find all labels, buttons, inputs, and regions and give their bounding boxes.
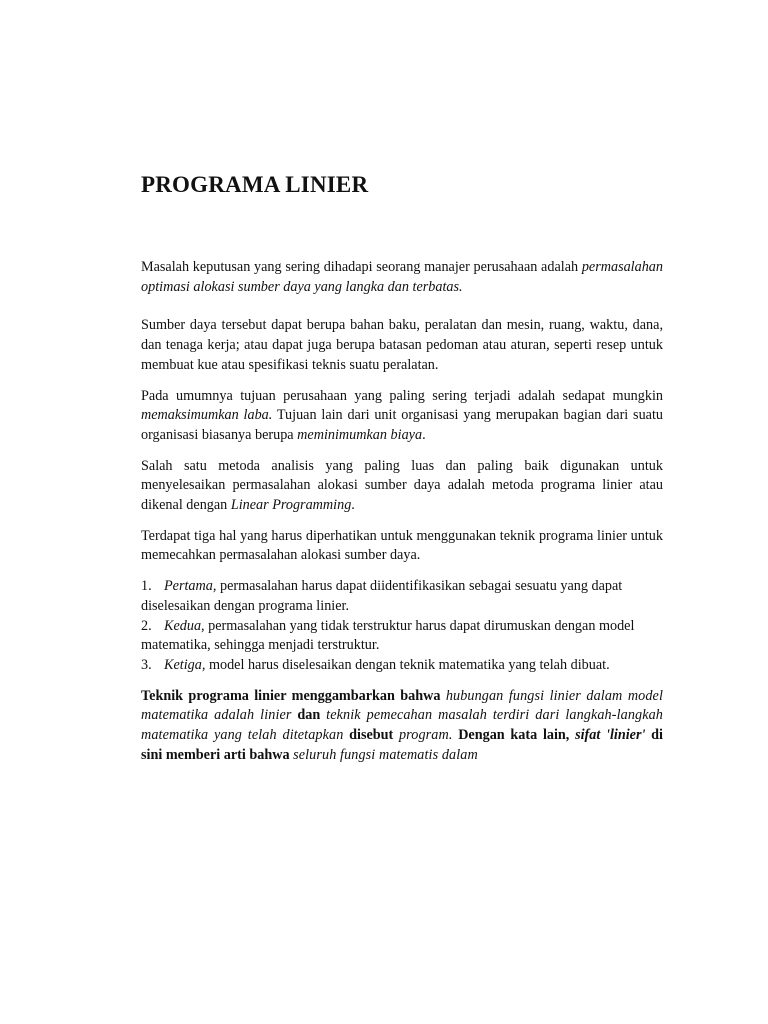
page-title: PROGRAMA LINIER bbox=[141, 172, 369, 197]
list-item-text: permasalahan harus dapat diidentifikasikan sebagai sesuatu yang dapat diselesaikan dengan programa linier. bbox=[141, 578, 623, 614]
paragraph-3 bbox=[141, 387, 663, 446]
paragraph-4-emphasis: Linear Programming bbox=[230, 497, 352, 514]
paragraph-last-text-e: di sini memberi arti bahwa bbox=[141, 727, 663, 763]
paragraph-4 bbox=[141, 457, 663, 516]
numbered-list bbox=[141, 577, 663, 676]
paragraph-3-text-a: Pada umumnya tujuan perusahaan yang paling sering terjadi adalah sedapat mungkin bbox=[141, 387, 663, 404]
list-item-lead: Pertama, bbox=[164, 578, 217, 595]
paragraph-3-emphasis-b: meminimumkan biaya bbox=[297, 426, 423, 443]
list-item-text: model harus diselesaikan dengan teknik matematika yang telah dibuat. bbox=[205, 656, 610, 673]
paragraph-2: Sumber daya tersebut dapat berupa bahan baku, peralatan dan mesin, ruang, waktu, dana, dan tenaga kerja; atau dapat juga berupa batasan pedoman atau aturan, seperti resep untuk membuat kue atau spesifikasi teknis suatu peralatan. bbox=[141, 317, 663, 373]
paragraph-last-emphasis-d: seluruh fungsi matematis dalam bbox=[293, 746, 478, 763]
paragraph-last-strong-emphasis: sifat 'linier' bbox=[575, 727, 646, 744]
paragraph-1-emphasis: permasalahan optimasi alokasi sumber daya yang langka dan terbatas. bbox=[141, 259, 663, 295]
paragraph-5: Terdapat tiga hal yang harus diperhatikan untuk menggunakan teknik programa linier untuk memecahkan permasalahan alokasi sumber daya. bbox=[141, 527, 663, 564]
paragraph-3-emphasis-a: memaksimumkan laba. bbox=[141, 407, 273, 424]
paragraph-3-text-b: Tujuan lain dari unit organisasi yang merupakan bagian dari suatu organisasi biasanya berupa bbox=[141, 407, 664, 443]
paragraph-3-text-c: . bbox=[422, 426, 426, 443]
document-body bbox=[141, 172, 663, 765]
paragraph-last-text-d: Dengan kata lain, bbox=[452, 727, 576, 744]
paragraph-last-emphasis-b: teknik pemecahan masalah terdiri dari langkah-langkah matematika yang telah ditetapkan bbox=[141, 707, 663, 744]
list-item-lead: Ketiga, bbox=[164, 656, 206, 673]
paragraph-1-text: Masalah keputusan yang sering dihadapi seorang manajer perusahaan adalah bbox=[141, 259, 582, 275]
list-item bbox=[141, 656, 663, 676]
paragraph-1 bbox=[141, 258, 663, 297]
list-item bbox=[141, 577, 663, 616]
list-item-number: 1. bbox=[141, 578, 152, 595]
paragraph-4-text-b: . bbox=[351, 497, 355, 514]
paragraph-last-text-b: dan bbox=[291, 707, 327, 724]
list-item-number: 2. bbox=[141, 617, 152, 634]
paragraph-last bbox=[141, 687, 663, 766]
paragraph-last-text-c: disebut bbox=[343, 727, 399, 744]
paragraph-last-emphasis-c: program. bbox=[398, 727, 453, 744]
list-item-text: permasalahan yang tidak terstruktur harus dapat dirumuskan dengan model matematika, sehingga menjadi terstruktur. bbox=[141, 617, 635, 654]
paragraph-last-emphasis-a: hubungan fungsi linier dalam model matematika adalah linier bbox=[141, 687, 663, 724]
list-item bbox=[141, 617, 663, 656]
list-item-lead: Kedua, bbox=[164, 617, 205, 634]
paragraph-4-text-a: Salah satu metoda analisis yang paling luas dan paling baik digunakan untuk menyelesaikan permasalahan alokasi sumber daya adalah metoda programa linier atau dikenal dengan bbox=[141, 457, 663, 514]
paragraph-last-text-a: Teknik programa linier menggambarkan bahwa bbox=[141, 687, 446, 704]
list-item-number: 3. bbox=[141, 656, 152, 673]
